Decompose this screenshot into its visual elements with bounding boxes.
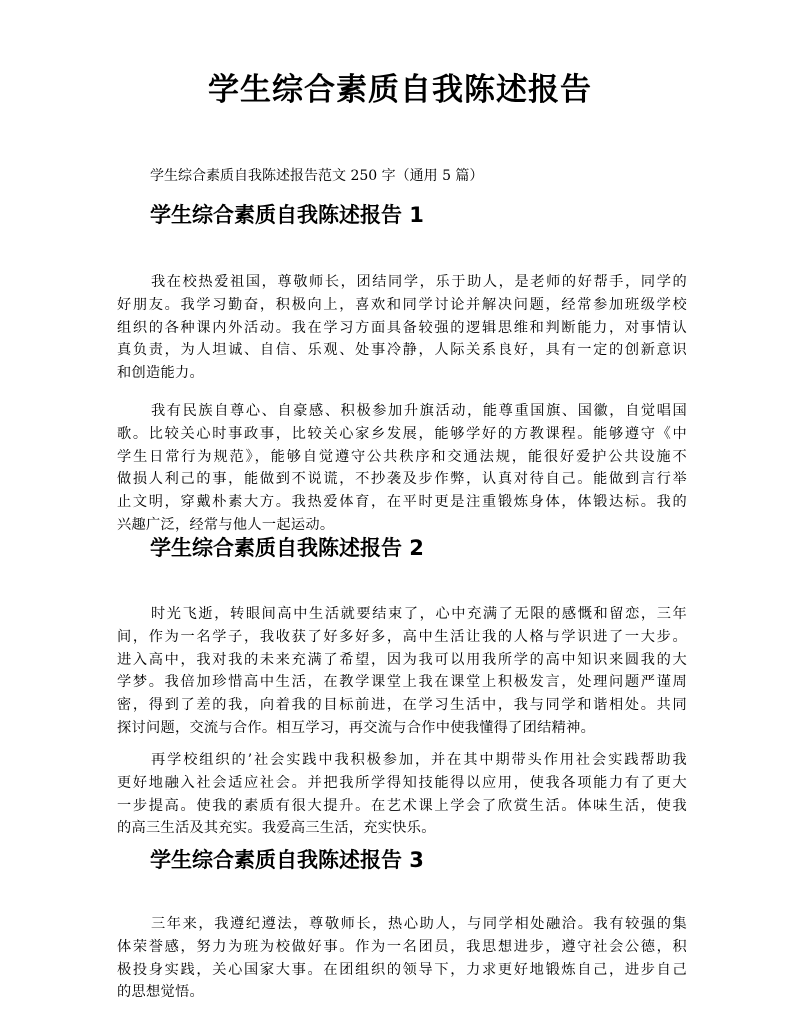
paragraph-line: 好朋友。我学习勤奋，积极向上，喜欢和同学讨论并解决问题，经常参加班级学校 xyxy=(117,296,687,313)
paragraph-line: 兴趣广泛，经常与他人一起运动。 xyxy=(117,516,335,533)
paragraph-line: 三年来，我遵纪遵法，尊敬师长，热心助人，与同学相处融洽。我有较强的集 xyxy=(151,916,687,932)
section-heading-2: 学生综合素质自我陈述报告 2 xyxy=(150,536,424,560)
paragraph-line: 做损人利己的事，能做到不说谎，不抄袭及步作弊，认真对待自己。能做到言行举 xyxy=(117,471,687,488)
section-heading-3: 学生综合素质自我陈述报告 3 xyxy=(150,848,424,872)
paragraph-line: 我在校热爱祖国，尊敬师长，团结同学，乐于助人，是老师的好帮手，同学的 xyxy=(151,274,687,290)
paragraph-line: 的高三生活及其充实。我爱高三生活，充实快乐。 xyxy=(117,820,436,837)
paragraph xyxy=(117,400,687,537)
paragraph-line: 学梦。我倍加珍惜高中生活，在教学课堂上我在课堂上积极发言，处理问题严谨周 xyxy=(117,674,687,691)
paragraph-line: 时光飞逝，转眼间高中生活就要结束了，心中充满了无限的感慨和留恋，三年 xyxy=(151,606,687,622)
paragraph-line: 真负责，为人坦诚、自信、乐观、处事冷静，人际关系良好，具有一定的创新意识 xyxy=(117,342,687,359)
paragraph-line: 歌。比较关心时事政事，比较关心家乡发展，能够学好的方教课程。能够遵守《中 xyxy=(117,425,687,442)
paragraph-line: 我有民族自尊心、自豪感、积极参加升旗活动，能尊重国旗、国徽，自觉唱国 xyxy=(151,403,687,419)
paragraph-line: 再学校组织的’社会实践中我积极参加，并在其中期带头作用社会实践帮助我 xyxy=(151,752,687,768)
paragraph-line: 极投身实践，关心国家大事。在团组织的领导下，力求更好地锻炼自己，进步自己 xyxy=(117,961,687,978)
section-heading-1: 学生综合素质自我陈述报告 1 xyxy=(150,203,424,227)
paragraph-line: 组织的各种课内外活动。我在学习方面具备较强的逻辑思维和判断能力，对事情认 xyxy=(117,319,687,336)
paragraph-line: 密，得到了差的我，向着我的目标前进，在学习生活中，我与同学和谐相处。共同 xyxy=(117,697,687,714)
paragraph-line: 进入高中，我对我的未来充满了希望，因为我可以用我所学的高中知识来圆我的大 xyxy=(117,651,687,668)
paragraph-line: 更好地融入社会适应社会。并把我所学得知技能得以应用，使我各项能力有了更大 xyxy=(117,774,687,791)
paragraph-line: 学生日常行为规范》，能够自觉遵守公共秩序和交通法规，能很好爱护公共设施不 xyxy=(117,448,687,465)
document-title: 学生综合素质自我陈述报告 xyxy=(208,72,592,108)
paragraph-line: 体荣誉感，努力为班为校做好事。作为一名团员，我思想进步，遵守社会公德，积 xyxy=(117,938,687,955)
paragraph xyxy=(117,913,687,1004)
paragraph-line: 间，作为一名学子，我收获了好多好多，高中生活让我的人格与学识进了一大步。 xyxy=(117,628,687,645)
paragraph-line: 一步提高。使我的素质有很大提升。在艺术课上学会了欣赏生活。体味生活，使我 xyxy=(117,797,687,814)
paragraph xyxy=(117,603,687,740)
document-subtitle: 学生综合素质自我陈述报告范文 250 字（通用 5 篇） xyxy=(150,168,484,184)
paragraph-line: 探讨问题，交流与合作。相互学习，再交流与合作中使我懂得了团结精神。 xyxy=(117,719,596,736)
paragraph-line: 的思想觉悟。 xyxy=(117,984,204,1001)
paragraph-line: 止文明，穿戴朴素大方。我热爱体育，在平时更是注重锻炼身体，体锻达标。我的 xyxy=(117,494,687,511)
paragraph xyxy=(117,749,687,840)
paragraph-line: 和创造能力。 xyxy=(117,365,204,382)
paragraph xyxy=(117,271,687,385)
